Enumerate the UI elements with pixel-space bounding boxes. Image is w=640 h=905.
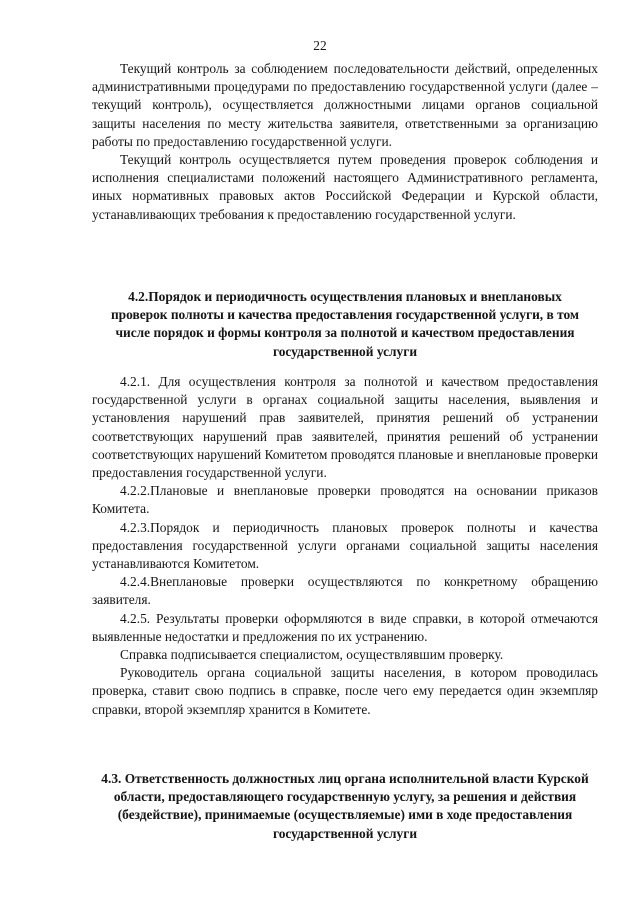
- paragraph-signature: Справка подписывается специалистом, осуществлявшим проверку.: [120, 647, 504, 663]
- paragraph-4-2-2: 4.2.2.Плановые и внеплановые проверки проводятся на основании приказов Комитета.: [92, 483, 598, 517]
- section-4-2-body: [92, 373, 598, 719]
- paragraph-4-2-4: 4.2.4.Внеплановые проверки осуществляются по конкретному обращению заявителя.: [92, 574, 598, 608]
- paragraph-4-2-1: 4.2.1. Для осуществления контроля за полнотой и качеством предоставления государственной услуги в органах социальной защиты населения, выявления и установления нарушений прав заявителей, принятия решений об устранении соответствующих нарушений прав заявителей, принятия решений об устранении соответствующих нарушений Комитетом проводятся плановые и внеплановые проверки предоставления государственной услуги.: [92, 374, 598, 481]
- section-4-3-heading: 4.3. Ответственность должностных лиц органа исполнительной власти Курской области, предоставляющего государственную услугу, за решения и действия (бездействие), принимаемые (осуществляемые) ими в ходе предоставления государственной услуги: [101, 771, 589, 841]
- paragraph-head-signature: Руководитель органа социальной защиты населения, в котором проводилась проверка, ставит свою подпись в справке, после чего ему передается один экземпляр справки, второй экземпляр хранится в Комитете.: [92, 665, 598, 717]
- section-4-2-heading: 4.2.Порядок и периодичность осуществления плановых и внеплановых проверок полноты и качества предоставления государственной услуги, в том числе порядок и формы контроля за полнотой и качеством предоставления государственной услуги: [110, 289, 580, 359]
- paragraph-4-2-3: 4.2.3.Порядок и периодичность плановых проверок полноты и качества предоставления государственной услуги органами социальной защиты населения устанавливаются Комитетом.: [92, 519, 598, 572]
- intro-paragraph: Текущий контроль за соблюдением последовательности действий, определенных административными процедурами по предоставлению государственной услуги (далее – текущий контроль), осуществляется должностными лицами органов социальной защиты населения по месту жительства заявителя, ответственными за организацию работы по предоставлению государственной услуги.: [92, 61, 598, 149]
- intro-block: [92, 60, 598, 224]
- paragraph-4-2-5: 4.2.5. Результаты проверки оформляются в виде справки, в которой отмечаются выявленные недостатки и предложения по их устранению.: [92, 610, 598, 644]
- page-number: 22: [313, 38, 327, 53]
- intro-paragraph: Текущий контроль осуществляется путем проведения проверок соблюдения и исполнения специалистами положений настоящего Административного регламента, иных нормативных правовых актов Российской Федерации и Курской области, устанавливающих требования к предоставлению государственной услуги.: [92, 152, 598, 222]
